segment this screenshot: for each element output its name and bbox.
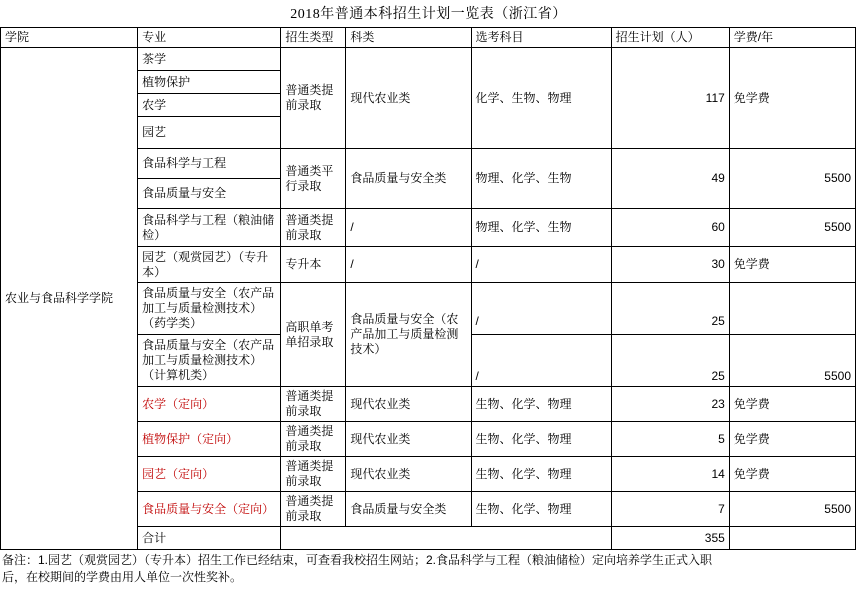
plan-cell: 25: [611, 283, 729, 335]
category-cell: 食品质量与安全（农产品加工与质量检测技术）: [346, 283, 471, 387]
major-cell: 食品科学与工程（粮油储检）: [138, 209, 281, 247]
enroll-type-cell: 高职单考单招录取: [281, 283, 346, 387]
plan-cell: 49: [611, 149, 729, 209]
category-cell: 食品质量与安全类: [346, 492, 471, 527]
subjects-cell: 生物、化学、物理: [471, 492, 611, 527]
major-cell: 食品科学与工程: [138, 149, 281, 179]
subjects-cell: /: [471, 335, 611, 387]
total-fee-empty: [729, 527, 855, 550]
note-line-1: 备注：1.园艺（观赏园艺）（专升本）招生工作已经结束，可查看我校招生网站；2.食品科学与工程（粮油储检）定向培养学生正式入职: [2, 553, 713, 567]
fee-cell: 免学费: [729, 457, 855, 492]
enroll-type-cell: 普通类提前录取: [281, 48, 346, 149]
table-note: [0, 550, 857, 586]
major-cell: 园艺: [138, 117, 281, 149]
category-cell: 现代农业类: [346, 387, 471, 422]
subjects-cell: 生物、化学、物理: [471, 422, 611, 457]
total-value: 355: [611, 527, 729, 550]
plan-cell: 30: [611, 247, 729, 283]
fee-cell: [729, 283, 855, 335]
college-name-cell: 农业与食品科学学院: [1, 48, 138, 550]
major-cell: 食品质量与安全（定向）: [138, 492, 281, 527]
major-cell: 农学: [138, 94, 281, 117]
subjects-cell: /: [471, 247, 611, 283]
enroll-type-cell: 专升本: [281, 247, 346, 283]
header-category: 科类: [346, 28, 471, 48]
subjects-cell: 物理、化学、生物: [471, 209, 611, 247]
major-cell: 茶学: [138, 48, 281, 71]
category-cell: 食品质量与安全类: [346, 149, 471, 209]
plan-cell: 117: [611, 48, 729, 149]
enroll-type-cell: 普通类平行录取: [281, 149, 346, 209]
major-cell: 食品质量与安全（农产品加工与质量检测技术）（计算机类）: [138, 335, 281, 387]
category-cell: /: [346, 247, 471, 283]
subjects-cell: 生物、化学、物理: [471, 387, 611, 422]
subjects-cell: 生物、化学、物理: [471, 457, 611, 492]
category-cell: 现代农业类: [346, 422, 471, 457]
header-college: 学院: [1, 28, 138, 48]
enroll-type-cell: 普通类提前录取: [281, 209, 346, 247]
enroll-type-cell: 普通类提前录取: [281, 422, 346, 457]
enroll-type-cell: 普通类提前录取: [281, 457, 346, 492]
fee-cell: 免学费: [729, 387, 855, 422]
major-cell: 植物保护: [138, 71, 281, 94]
major-cell: 植物保护（定向）: [138, 422, 281, 457]
fee-cell: 免学费: [729, 247, 855, 283]
major-cell: 园艺（观赏园艺）（专升本）: [138, 247, 281, 283]
header-major: 专业: [138, 28, 281, 48]
header-subjects: 选考科目: [471, 28, 611, 48]
major-cell: 食品质量与安全: [138, 179, 281, 209]
table-row: [1, 48, 856, 71]
plan-cell: 7: [611, 492, 729, 527]
major-cell: 农学（定向）: [138, 387, 281, 422]
enroll-type-cell: 普通类提前录取: [281, 387, 346, 422]
fee-cell: 免学费: [729, 48, 855, 149]
major-cell: 食品质量与安全（农产品加工与质量检测技术）（药学类）: [138, 283, 281, 335]
header-enroll-type: 招生类型: [281, 28, 346, 48]
plan-cell: 25: [611, 335, 729, 387]
fee-cell: 5500: [729, 149, 855, 209]
plan-cell: 14: [611, 457, 729, 492]
table-header-row: [1, 28, 856, 48]
category-cell: /: [346, 209, 471, 247]
category-cell: 现代农业类: [346, 457, 471, 492]
subjects-cell: 化学、生物、物理: [471, 48, 611, 149]
subjects-cell: 物理、化学、生物: [471, 149, 611, 209]
note-line-2: 后，在校期间的学费由用人单位一次性奖补。: [2, 570, 243, 584]
fee-cell: 5500: [729, 335, 855, 387]
fee-cell: 免学费: [729, 422, 855, 457]
subjects-cell: /: [471, 283, 611, 335]
enrollment-plan-table: [0, 27, 856, 550]
fee-cell: 5500: [729, 492, 855, 527]
enroll-type-cell: 普通类提前录取: [281, 492, 346, 527]
page-title: 2018年普通本科招生计划一览表（浙江省）: [290, 7, 567, 22]
plan-cell: 60: [611, 209, 729, 247]
plan-cell: 23: [611, 387, 729, 422]
category-cell: 现代农业类: [346, 48, 471, 149]
header-fee: 学费/年: [729, 28, 855, 48]
plan-cell: 5: [611, 422, 729, 457]
total-label: 合计: [138, 527, 281, 550]
header-plan: 招生计划（人）: [611, 28, 729, 48]
fee-cell: 5500: [729, 209, 855, 247]
total-spacer: [281, 527, 611, 550]
major-cell: 园艺（定向）: [138, 457, 281, 492]
